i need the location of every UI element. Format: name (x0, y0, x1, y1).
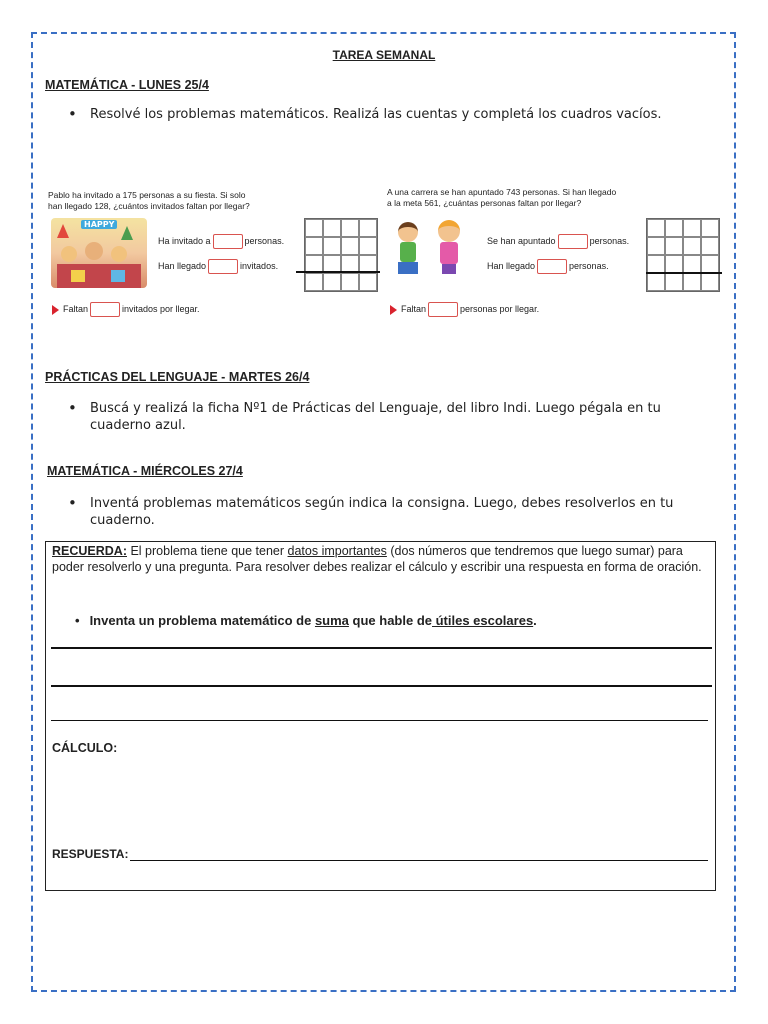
party-image: HAPPY (51, 218, 147, 288)
arrow-icon (390, 305, 397, 315)
arrow-icon (52, 305, 59, 315)
respuesta-line[interactable] (130, 860, 708, 861)
problem-1-answer: Faltan invitados por llegar. (52, 302, 200, 317)
recuerda-text: RECUERDA: El problema tiene que tener datos importantes (dos números que tendremos que luego sumar) para poder resolverlo y una pregunta. Para resolver debes realizar el cálculo y escribir una respuesta en forma de oración. (52, 544, 702, 574)
problem-2-row-1: Se han apuntado personas. (487, 234, 629, 249)
problem-1-row-1: Ha invitado a personas. (158, 234, 284, 249)
page-title: TAREA SEMANAL (332, 48, 436, 62)
problem-1-row-2: Han llegado invitados. (158, 259, 278, 274)
answer-box[interactable] (558, 234, 588, 249)
heading-miercoles: MATEMÁTICA - MIÉRCOLES 27/4 (47, 464, 243, 478)
recuerda-box (45, 541, 716, 891)
problem-2-row-2: Han llegado personas. (487, 259, 609, 274)
problem-2-text: A una carrera se han apuntado 743 personas. Si han llegado a la meta 561, ¿cuántas personas faltan por llegar? (387, 187, 617, 208)
answer-box[interactable] (90, 302, 120, 317)
writing-line-3[interactable] (51, 720, 708, 721)
heading-lunes: MATEMÁTICA - LUNES 25/4 (45, 78, 209, 92)
answer-box[interactable] (213, 234, 243, 249)
writing-line-1[interactable] (51, 647, 712, 649)
task-instruction: • Inventa un problema matemático de suma que hable de útiles escolares. (75, 613, 537, 628)
calculo-label: CÁLCULO: (52, 741, 118, 755)
calculation-grid-2 (646, 218, 720, 292)
calculation-line-1 (296, 271, 380, 273)
answer-box[interactable] (208, 259, 238, 274)
answer-box[interactable] (537, 259, 567, 274)
respuesta-label: RESPUESTA: (52, 847, 129, 861)
instruction-lunes: • Resolvé los problemas matemáticos. Realizá las cuentas y completá los cuadros vacíos. (68, 105, 662, 123)
problem-2-answer: Faltan personas por llegar. (390, 302, 539, 317)
writing-line-2[interactable] (51, 685, 712, 687)
calculation-line-2 (646, 272, 722, 274)
instruction-miercoles: • Inventá problemas matemáticos según indica la consigna. Luego, debes resolverlos en tu cuaderno. (68, 494, 674, 528)
instruction-martes: • Buscá y realizá la ficha Nº1 de Prácticas del Lenguaje, del libro Indi. Luego pégala en tu cuaderno azul. (68, 399, 661, 433)
problem-1-text: Pablo ha invitado a 175 personas a su fiesta. Si solo han llegado 128, ¿cuántos invitados faltan por llegar? (48, 190, 250, 211)
answer-box[interactable] (428, 302, 458, 317)
heading-martes: PRÁCTICAS DEL LENGUAJE - MARTES 26/4 (45, 370, 310, 384)
calculation-grid-1 (304, 218, 378, 292)
runners-image (388, 218, 478, 286)
